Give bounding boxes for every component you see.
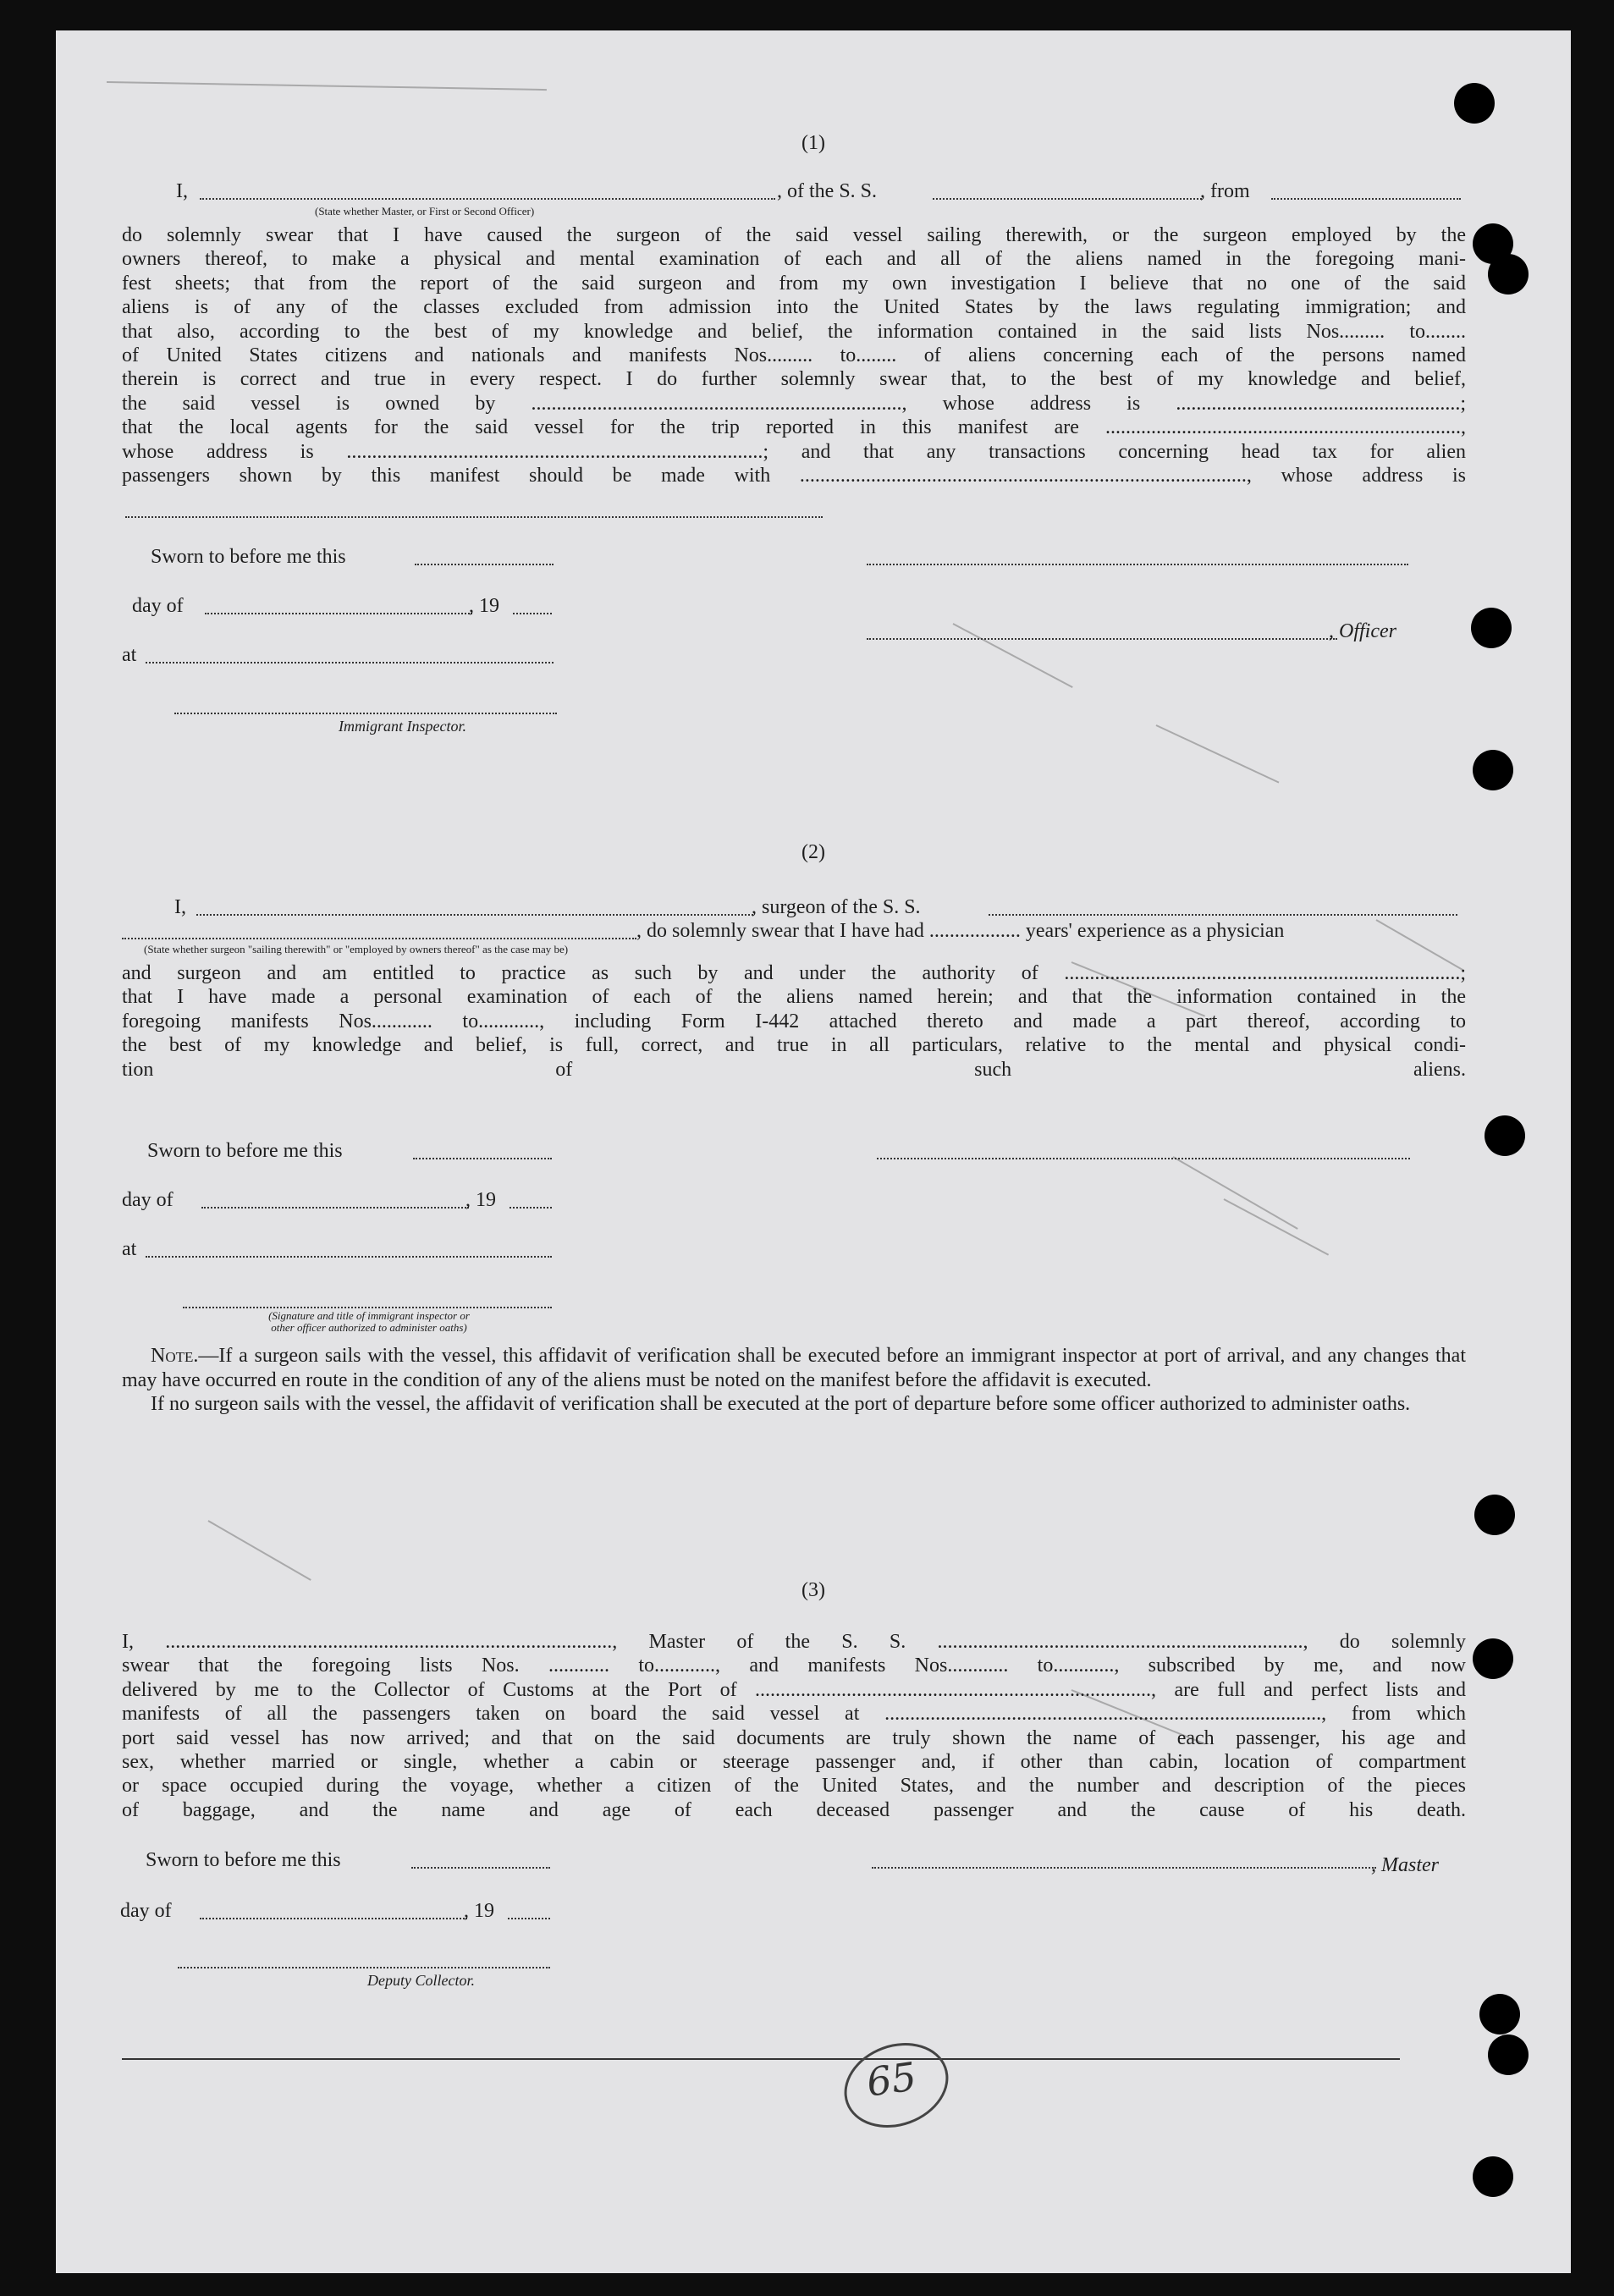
section-2-i: I, <box>174 896 186 918</box>
surgeon-of-ss-label: , surgeon of the S. S. <box>752 896 921 918</box>
month-field[interactable] <box>200 1918 467 1919</box>
section-2-number: (2) <box>801 841 825 863</box>
day-of-label: day of <box>122 1189 174 1211</box>
oath-line: and surgeon and am entitled to practice as such by and under the authority of ..............................................................................; <box>122 962 1466 984</box>
vessel-name-field[interactable] <box>933 198 1202 200</box>
collector-signature-field[interactable] <box>178 1967 550 1968</box>
sworn-label: Sworn to before me this <box>151 546 346 568</box>
handwritten-page-number: 65 <box>863 2053 920 2106</box>
of-the-ss-label: , of the S. S. <box>777 180 878 202</box>
surgeon-type-field[interactable] <box>122 938 636 939</box>
at-label: at <box>122 644 137 666</box>
oath-line: I, ........................................................................................, Master of the S. S. ........................................................................, do solemnly <box>122 1631 1466 1653</box>
oath-line: that also, according to the best of my knowledge and belief, the information contained in the said lists Nos......... to........ <box>122 320 1466 343</box>
sworn-date-field[interactable] <box>413 1158 552 1159</box>
sworn-label: Sworn to before me this <box>147 1140 343 1162</box>
location-field[interactable] <box>146 1256 552 1258</box>
oath-line: of United States citizens and nationals and manifests Nos......... to........ of aliens concerning each of the persons named <box>122 344 1466 367</box>
punch-hole <box>1479 1994 1520 2034</box>
year-field[interactable] <box>508 1918 550 1919</box>
officer-signature-field[interactable] <box>867 564 1408 565</box>
note-text-1: —If a surgeon sails with the vessel, this affidavit of verification shall be executed before an immigrant inspector at port of arrival, and any changes that may have occurred en route in the condition of any of the aliens must be noted on the manifest before the affidavit is executed. <box>122 1345 1466 1391</box>
form-sheet <box>56 30 1571 2273</box>
oath-line: do solemnly swear that I have caused the surgeon of the said vessel sailing therewith, or the surgeon employed by the <box>122 224 1466 246</box>
location-field[interactable] <box>146 662 554 663</box>
surgeon-oath-line: , do solemnly swear that I have had .................. years' experience as a physician <box>636 920 1285 942</box>
oath-line: tion of such aliens. <box>122 1058 1466 1081</box>
oath-line: whose address is ..................................................................................; and that any transactions concerning head tax for alien <box>122 440 1466 463</box>
year-prefix: , 19 <box>464 1900 494 1922</box>
oath-line: owners thereof, to make a physical and mental examination of each and all of the aliens named in the foregoing mani- <box>122 248 1466 271</box>
oath-line: passengers shown by this manifest should be made with ........................................................................................, whose address is <box>122 465 1466 487</box>
oath-line: port said vessel has now arrived; and that on the said documents are truly shown the name of each passenger, his age and <box>122 1726 1466 1749</box>
year-field[interactable] <box>513 613 552 614</box>
surgeon-name-field[interactable] <box>196 914 753 916</box>
oath-line: the said vessel is owned by ........................................................................., whose address is ........................................................; <box>122 392 1466 415</box>
bottom-rule <box>122 2058 1400 2060</box>
note-text-2: If no surgeon sails with the vessel, the affidavit of verification shall be executed at the port of departure before some officer authorized to administer oaths. <box>151 1393 1411 1415</box>
official-signature-caption: (Signature and title of immigrant inspector or other officer authorized to administer oaths) <box>268 1309 470 1334</box>
punch-hole <box>1473 2156 1513 2197</box>
rank-field-caption: (State whether Master, or First or Second Officer) <box>315 205 535 217</box>
oath-line: or space occupied during the voyage, whether a citizen of the United States, and the number and description of the pieces <box>122 1775 1466 1798</box>
sworn-date-field[interactable] <box>411 1867 550 1869</box>
rank-field[interactable] <box>200 198 775 200</box>
section-3-number: (3) <box>801 1579 825 1601</box>
sworn-date-field[interactable] <box>415 564 554 565</box>
day-of-label: day of <box>132 595 184 617</box>
punch-hole <box>1488 254 1529 295</box>
officer-label: , Officer <box>1329 620 1396 642</box>
oath-line: of baggage, and the name and age of each deceased passenger and the cause of his death. <box>122 1798 1466 1821</box>
oath-line: delivered by me to the Collector of Customs at the Port of .............................................................................., are full and perfect lists and <box>122 1678 1466 1701</box>
month-field[interactable] <box>201 1207 469 1209</box>
punch-hole <box>1485 1115 1525 1156</box>
punch-hole <box>1454 83 1495 124</box>
section-1-number: (1) <box>801 132 825 154</box>
year-prefix: , 19 <box>469 595 499 617</box>
officer-title-line[interactable] <box>867 638 1337 640</box>
oath-line: therein is correct and true in every respect. I do further solemnly swear that, to the best of my knowledge and belief, <box>122 368 1466 391</box>
surgeon-type-caption: (State whether surgeon "sailing therewith" or "employed by owners thereof" as the case may be) <box>144 943 569 955</box>
oath-line: that I have made a personal examination of each of the aliens named herein; and that the information contained in the <box>122 986 1466 1009</box>
from-label: , from <box>1200 180 1250 202</box>
master-label: , Master <box>1371 1854 1439 1876</box>
oath-line: swear that the foregoing lists Nos. ............ to............, and manifests Nos............ to............, subscribed by me, and now <box>122 1655 1466 1677</box>
punch-hole <box>1471 608 1512 648</box>
section-1-i: I, <box>176 180 188 202</box>
oath-line: the best of my knowledge and belief, is full, correct, and true in all particulars, relative to the mental and physical condi- <box>122 1034 1466 1057</box>
month-field[interactable] <box>205 613 472 614</box>
oath-line: aliens is of any of the classes excluded from admission into the United States by the laws regulating immigration; and <box>122 296 1466 319</box>
at-label: at <box>122 1238 137 1260</box>
sworn-label: Sworn to before me this <box>146 1849 341 1871</box>
punch-hole <box>1488 2034 1529 2075</box>
surgeon-signature-field[interactable] <box>877 1158 1410 1159</box>
inspector-signature-field[interactable] <box>174 713 557 714</box>
official-signature-field[interactable] <box>183 1307 552 1308</box>
oath-line: foregoing manifests Nos............ to............, including Form I-442 attached thereto and made a part thereof, according to <box>122 1010 1466 1032</box>
section-2-oath-paragraph <box>122 961 1466 1082</box>
punch-hole <box>1474 1495 1515 1535</box>
surgeon-vessel-field[interactable] <box>989 914 1457 916</box>
section-3-oath-paragraph <box>122 1630 1466 1822</box>
section-1-oath-paragraph <box>122 223 1466 487</box>
punch-hole <box>1473 1638 1513 1679</box>
note-label: Note. <box>151 1345 199 1367</box>
year-prefix: , 19 <box>465 1189 496 1211</box>
departure-port-field[interactable] <box>1271 198 1461 200</box>
punch-hole <box>1473 750 1513 790</box>
day-of-label: day of <box>120 1900 172 1922</box>
head-tax-address-field[interactable] <box>125 516 823 518</box>
oath-line: that the local agents for the said vessel for the trip reported in this manifest are ......................................................................, <box>122 416 1466 439</box>
oath-line: fest sheets; that from the report of the said surgeon and from my own investigation I believe that no one of the said <box>122 272 1466 295</box>
note-block <box>122 1344 1466 1417</box>
oath-line: manifests of all the passengers taken on board the said vessel at ......................................................................................, from which <box>122 1703 1466 1726</box>
year-field[interactable] <box>510 1207 552 1209</box>
oath-line: sex, whether married or single, whether a cabin or steerage passenger and, if other than cabin, location of compartment <box>122 1751 1466 1774</box>
inspector-caption: Immigrant Inspector. <box>339 718 466 735</box>
deputy-collector-caption: Deputy Collector. <box>367 1972 475 1989</box>
master-signature-field[interactable] <box>872 1867 1376 1869</box>
